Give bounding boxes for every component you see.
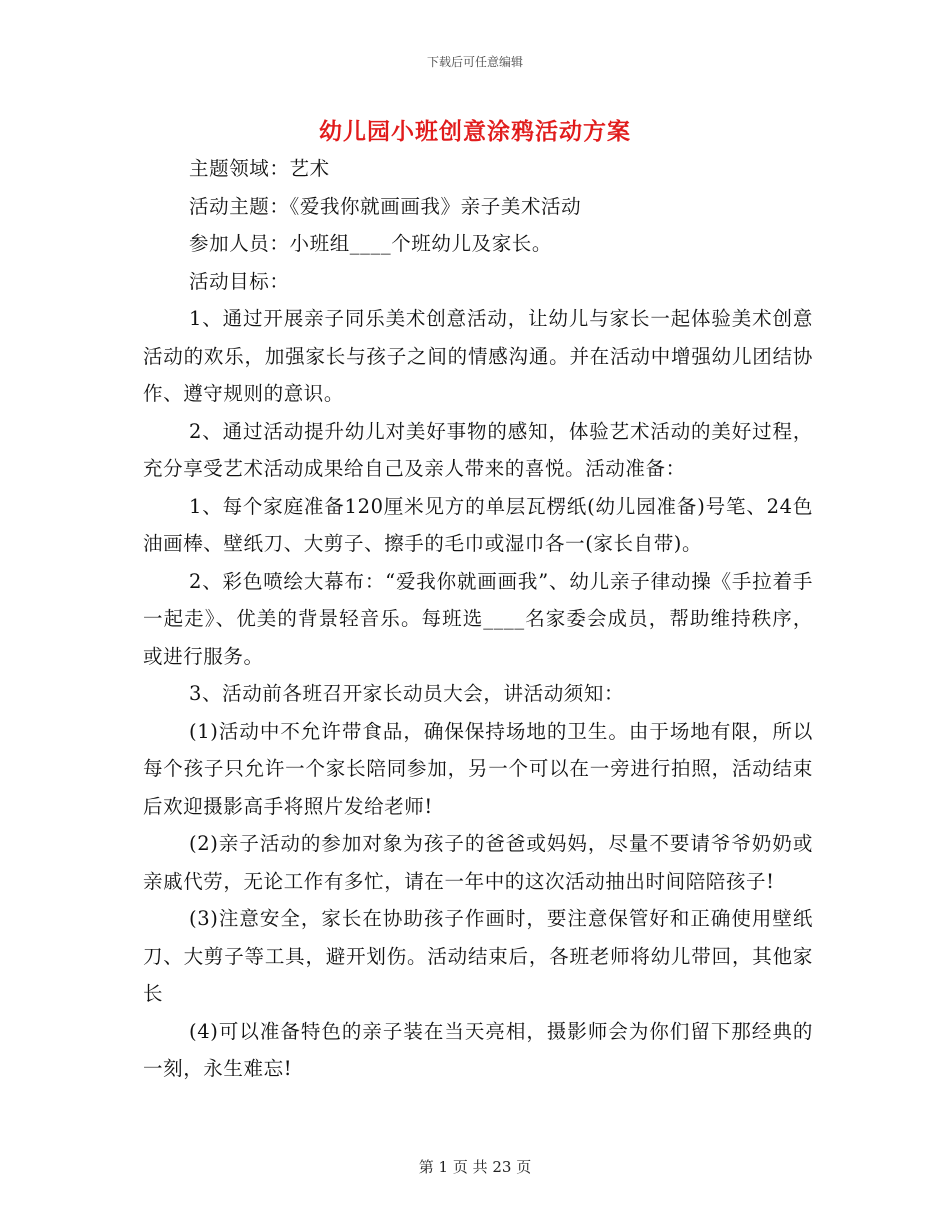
document-body bbox=[143, 150, 813, 1088]
paragraph-prep-2: 2、彩色喷绘大幕布：“爱我你就画画我”、幼儿亲子律动操《手拉着手一起走》、优美的背景轻音乐。每班选____名家委会成员，帮助维持秩序，或进行服务。 bbox=[143, 569, 813, 668]
paragraph-goal-2: 2、通过活动提升幼儿对美好事物的感知，体验艺术活动的美好过程，充分享受艺术活动成果给自己及亲人带来的喜悦。活动准备： bbox=[143, 419, 813, 480]
paragraph-rule-4: (4)可以准备特色的亲子装在当天亮相，摄影师会为你们留下那经典的一刻，永生难忘! bbox=[143, 1019, 813, 1080]
paragraph-goals-heading: 活动目标： bbox=[189, 269, 290, 293]
paragraph-prep-3: 3、活动前各班召开家长动员大会，讲活动须知： bbox=[189, 682, 625, 705]
paragraph-rule-2: (2)亲子活动的参加对象为孩子的爸爸或妈妈，尽量不要请爷爷奶奶或亲戚代劳，无论工作有多忙，请在一年中的这次活动抽出时间陪陪孩子! bbox=[143, 832, 813, 893]
paragraph-participants: 参加人员：小班组____个班幼儿及家长。 bbox=[189, 232, 553, 255]
paragraph-activity-theme: 活动主题：《爱我你就画画我》亲子美术活动 bbox=[189, 194, 582, 218]
paragraph-rule-3: (3)注意安全，家长在协助孩子作画时，要注意保管好和正确使用壁纸刀、大剪子等工具，避开划伤。活动结束后，各班老师将幼儿带回，其他家长 bbox=[143, 907, 813, 1005]
paragraph-goal-1: 1、通过开展亲子同乐美术创意活动，让幼儿与家长一起体验美术创意活动的欢乐，加强家长与孩子之间的情感沟通。并在活动中增强幼儿团结协作、遵守规则的意识。 bbox=[143, 307, 813, 405]
paragraph-theme-domain: 主题领域：艺术 bbox=[189, 157, 330, 180]
page-footer: 第 1 页 共 23 页 bbox=[418, 1158, 532, 1176]
document-title: 幼儿园小班创意涂鸦活动方案 bbox=[319, 118, 631, 145]
page-header-note: 下载后可任意编辑 bbox=[426, 55, 523, 69]
paragraph-prep-1: 1、每个家庭准备120厘米见方的单层瓦楞纸(幼儿园准备)号笔、24色油画棒、壁纸刀、大剪子、擦手的毛巾或湿巾各一(家长自带)。 bbox=[143, 494, 813, 555]
paragraph-rule-1: (1)活动中不允许带食品，确保保持场地的卫生。由于场地有限，所以每个孩子只允许一个家长陪同参加，另一个可以在一旁进行拍照，活动结束后欢迎摄影高手将照片发给老师! bbox=[143, 719, 813, 818]
